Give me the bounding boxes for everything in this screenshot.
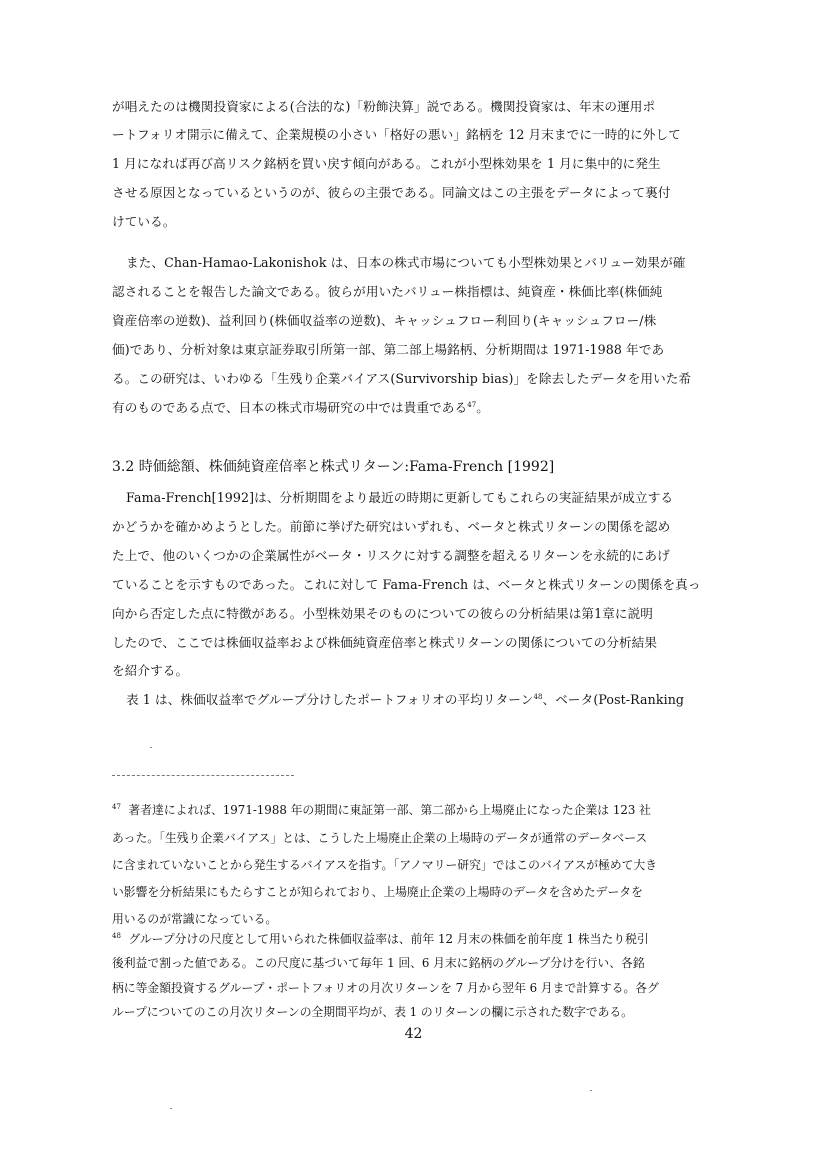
body-line bbox=[126, 690, 712, 710]
body-line: 価)であり、分析対象は東京証券取引所第一部、第二部上場銘柄、分析期間は 1971-1988 年であ bbox=[112, 342, 665, 357]
scan-speck bbox=[170, 1108, 172, 1109]
body-line: かどうかを確かめようとした。前節に挙げた研究はいずれも、ベータと株式リターンの関係を認め bbox=[112, 519, 671, 534]
footnote-47-line: 用いるのが常識になっている。 bbox=[112, 912, 278, 926]
body-line: た上で、他のいくつかの企業属性がベータ・リスクに対する調整を超えるリターンを永続的にあげ bbox=[112, 548, 670, 563]
body-line: したので、ここでは株価収益率および株価純資産倍率と株式リターンの関係についての分析結果 bbox=[112, 635, 658, 650]
body-line-tail: 。 bbox=[476, 400, 489, 415]
body-line: 認されることを報告した論文である。彼らが用いたバリュー株指標は、純資産・株価比率(株価純 bbox=[112, 284, 663, 299]
footnote-text: グループ分けの尺度として用いられた株価収益率は、前年 12 月末の株価を前年度 1 株当たり税引 bbox=[128, 932, 649, 946]
footnote-text: 著者達によれば、1971-1988 年の期間に東証第一部、第二部から上場廃止になった企業は 123 社 bbox=[128, 803, 651, 817]
body-line: また、Chan-Hamao-Lakonishok は、日本の株式市場についても小型株効果とバリュー効果が確 bbox=[126, 255, 686, 270]
body-line: Fama-French[1992]は、分析期間をより最近の時期に更新してもこれらの実証結果が成立する bbox=[126, 490, 674, 505]
footnote-ref-47: 47 bbox=[467, 401, 477, 409]
body-line: を紹介する。 bbox=[112, 663, 189, 678]
footnote-47-line: あった。「生残り企業バイアス」とは、こうした上場廃止企業の上場時のデータが通常のデータベース bbox=[112, 831, 648, 845]
footnote-47-line: に含まれていないことから発生するバイアスを指す。「アノマリー研究」ではこのバイアスが極めて大き bbox=[112, 858, 658, 872]
footnote-48-line: ループについてのこの月次リターンの全期間平均が、表 1 のリターンの欄に示された数字である。 bbox=[112, 1005, 633, 1019]
scan-speck bbox=[150, 747, 152, 748]
footnote-48-line: 柄に等金額投資するグループ・ポートフォリオの月次リターンを 7 月から翌年 6 月まで計算する。各グ bbox=[112, 981, 659, 995]
footnote-48-line: 後利益で割った値である。この尺度に基づいて毎年 1 回、6 月末に銘柄のグループ分けを行い、各銘 bbox=[112, 956, 645, 970]
page-number: 42 bbox=[404, 1026, 423, 1042]
footnote-separator bbox=[112, 775, 294, 776]
body-line: ていることを示すものであった。これに対して Fama-French は、ベータと株式リターンの関係を真っ bbox=[112, 577, 701, 592]
body-line: させる原因となっているというのが、彼らの主張である。同論文はこの主張をデータによって裏付 bbox=[112, 185, 671, 200]
body-line: 1 月になれば再び高リスク銘柄を買い戻す傾向がある。これが小型株効果を 1 月に集中的に発生 bbox=[112, 156, 661, 171]
body-line: が唱えたのは機関投資家による(合法的な)「粉飾決算」説である。機関投資家は、年末の運用ポ bbox=[112, 99, 656, 114]
body-line: けている。 bbox=[112, 214, 176, 229]
footnote-47-line: い影響を分析結果にもたらすことが知られており、上場廃止企業の上場時のデータを含めたデータを bbox=[112, 885, 643, 899]
footnote-mark-47: 47 bbox=[112, 803, 121, 811]
section-heading: 3.2 時価総額、株価純資産倍率と株式リターン:Fama-French [1992] bbox=[112, 459, 555, 475]
footnote-48-line bbox=[112, 929, 712, 949]
body-line: 向から否定した点に特徴がある。小型株効果そのものについての彼らの分析結果は第1章に説明 bbox=[112, 606, 653, 621]
body-line: 資産倍率の逆数)、益利回り(株価収益率の逆数)、キャッシュフロー利回り(キャッシュフロー/株 bbox=[112, 313, 657, 328]
footnote-47-line bbox=[112, 800, 712, 820]
body-line: ートフォリオ開示に備えて、企業規模の小さい「格好の悪い」銘柄を 12 月末までに一時的に外して bbox=[112, 127, 681, 142]
body-line-text: 表 1 は、株価収益率でグループ分けしたポートフォリオの平均リターン bbox=[126, 692, 534, 707]
scan-speck bbox=[590, 1090, 592, 1091]
body-line bbox=[112, 398, 712, 418]
body-line: る。この研究は、いわゆる「生残り企業バイアス(Survivorship bias)」を除去したデータを用いた希 bbox=[112, 371, 692, 386]
body-line-text: 有のものである点で、日本の株式市場研究の中では貴重である bbox=[112, 400, 468, 415]
footnote-mark-48: 48 bbox=[112, 932, 121, 940]
body-line-tail: 、ベータ(Post-Ranking bbox=[542, 692, 685, 707]
footnote-ref-48: 48 bbox=[533, 693, 543, 701]
